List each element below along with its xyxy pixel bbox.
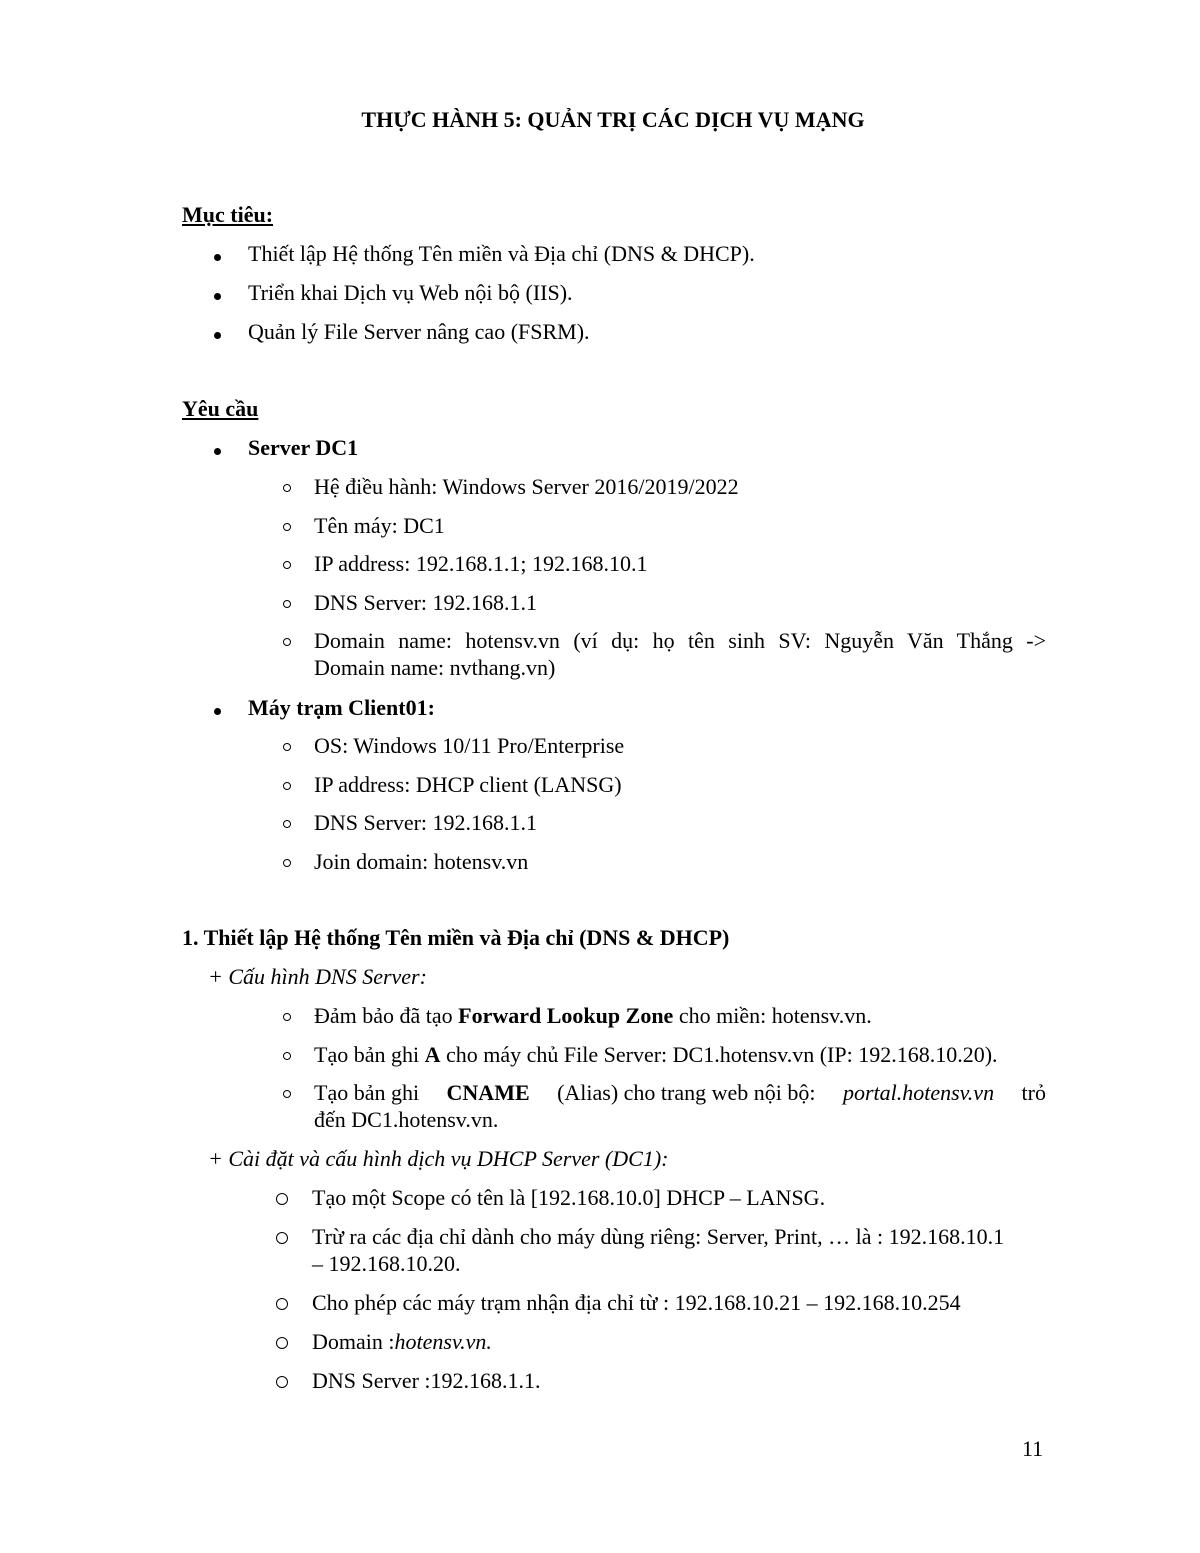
circle-bullet-icon [276, 1193, 288, 1205]
circle-bullet-icon [283, 561, 291, 569]
bullet-icon [214, 254, 221, 261]
dhcp-item-continued: – 192.168.10.20. [312, 1251, 461, 1276]
client-item: OS: Windows 10/11 Pro/Enterprise [314, 733, 625, 758]
server-item: Tên máy: DC1 [314, 513, 445, 538]
circle-bullet-icon [283, 1052, 291, 1060]
client-item: DNS Server: 192.168.1.1 [314, 810, 538, 835]
dns-item [314, 1042, 998, 1068]
dhcp-item: Tạo một Scope có tên là [192.168.10.0] DHCP – LANSG. [312, 1185, 826, 1210]
dns-item-bold: Forward Lookup Zone [458, 1003, 674, 1028]
dhcp-config-label: + Cài đặt và cấu hình dịch vụ DHCP Server (DC1): [208, 1146, 669, 1171]
circle-bullet-icon [283, 600, 291, 608]
dns-item-italic: portal.hotensv.vn [842, 1080, 995, 1105]
dns-item-text: Tạo bản ghi [314, 1080, 420, 1105]
server-item-continued: Domain name: nvthang.vn) [314, 655, 556, 680]
dns-item-text: trỏ [1021, 1080, 1046, 1105]
circle-bullet-icon [276, 1232, 288, 1244]
dns-item-text: Tạo bản ghi [314, 1042, 425, 1067]
server-item: Domain name: hotensv.vn (ví dụ: họ tên sinh SV: Nguyễn Văn Thắng -> [314, 628, 1046, 653]
objective-item: Thiết lập Hệ thống Tên miền và Địa chỉ (DNS & DHCP). [248, 241, 755, 266]
bullet-icon [214, 708, 221, 715]
circle-bullet-icon [276, 1298, 288, 1310]
dns-item [314, 1003, 872, 1029]
circle-bullet-icon [283, 638, 291, 646]
dns-item-text: cho máy chủ File Server: DC1.hotensv.vn (IP: 192.168.10.20). [440, 1042, 998, 1067]
objective-item: Triển khai Dịch vụ Web nội bộ (IIS). [248, 280, 573, 305]
client-item: IP address: DHCP client (LANSG) [314, 772, 622, 797]
dns-item-text: cho miền: hotensv.vn. [673, 1003, 872, 1028]
server-item: IP address: 192.168.1.1; 192.168.10.1 [314, 551, 648, 576]
circle-bullet-icon [283, 1090, 291, 1098]
requirements-heading: Yêu cầu [182, 396, 259, 421]
bullet-icon [214, 293, 221, 300]
server-item: Hệ điều hành: Windows Server 2016/2019/2022 [314, 474, 739, 499]
dhcp-item-italic: hotensv.vn. [394, 1329, 492, 1354]
dns-item-bold: CNAME [446, 1080, 530, 1105]
bullet-icon [214, 332, 221, 339]
circle-bullet-icon [283, 820, 291, 828]
objectives-heading: Mục tiêu: [182, 202, 274, 227]
circle-bullet-icon [283, 859, 291, 867]
circle-bullet-icon [283, 743, 291, 751]
dhcp-item-text: Domain : [312, 1329, 395, 1354]
page-number: 11 [1022, 1436, 1044, 1461]
dhcp-item: Cho phép các máy trạm nhận địa chỉ từ : 192.168.10.21 – 192.168.10.254 [312, 1290, 961, 1315]
circle-bullet-icon [283, 484, 291, 492]
dns-item-text: Đảm bảo đã tạo [314, 1003, 459, 1028]
server-item: DNS Server: 192.168.1.1 [314, 590, 538, 615]
circle-bullet-icon [283, 782, 291, 790]
circle-bullet-icon [283, 523, 291, 531]
circle-bullet-icon [276, 1376, 288, 1388]
section-1-heading: 1. Thiết lập Hệ thống Tên miền và Địa chỉ (DNS & DHCP) [182, 925, 730, 950]
bullet-icon [214, 448, 221, 455]
page-title: THỰC HÀNH 5: QUẢN TRỊ CÁC DỊCH VỤ MẠNG [361, 107, 865, 132]
circle-bullet-icon [283, 1013, 291, 1021]
dns-item-bold: A [424, 1042, 441, 1067]
server-label: Server DC1 [248, 435, 359, 460]
dhcp-item: DNS Server :192.168.1.1. [312, 1368, 541, 1393]
dns-item [314, 1080, 1046, 1106]
dhcp-item [312, 1329, 492, 1355]
client-item: Join domain: hotensv.vn [314, 849, 529, 874]
dns-item-text: (Alias) cho trang web nội bộ: [557, 1080, 816, 1105]
objective-item: Quản lý File Server nâng cao (FSRM). [248, 319, 590, 344]
client-label: Máy trạm Client01: [248, 695, 435, 720]
circle-bullet-icon [276, 1337, 288, 1349]
dns-config-label: + Cấu hình DNS Server: [208, 964, 427, 989]
dns-item-continued: đến DC1.hotensv.vn. [314, 1107, 499, 1132]
dhcp-item: Trừ ra các địa chỉ dành cho máy dùng riêng: Server, Print, … là : 192.168.10.1 [312, 1224, 1005, 1249]
